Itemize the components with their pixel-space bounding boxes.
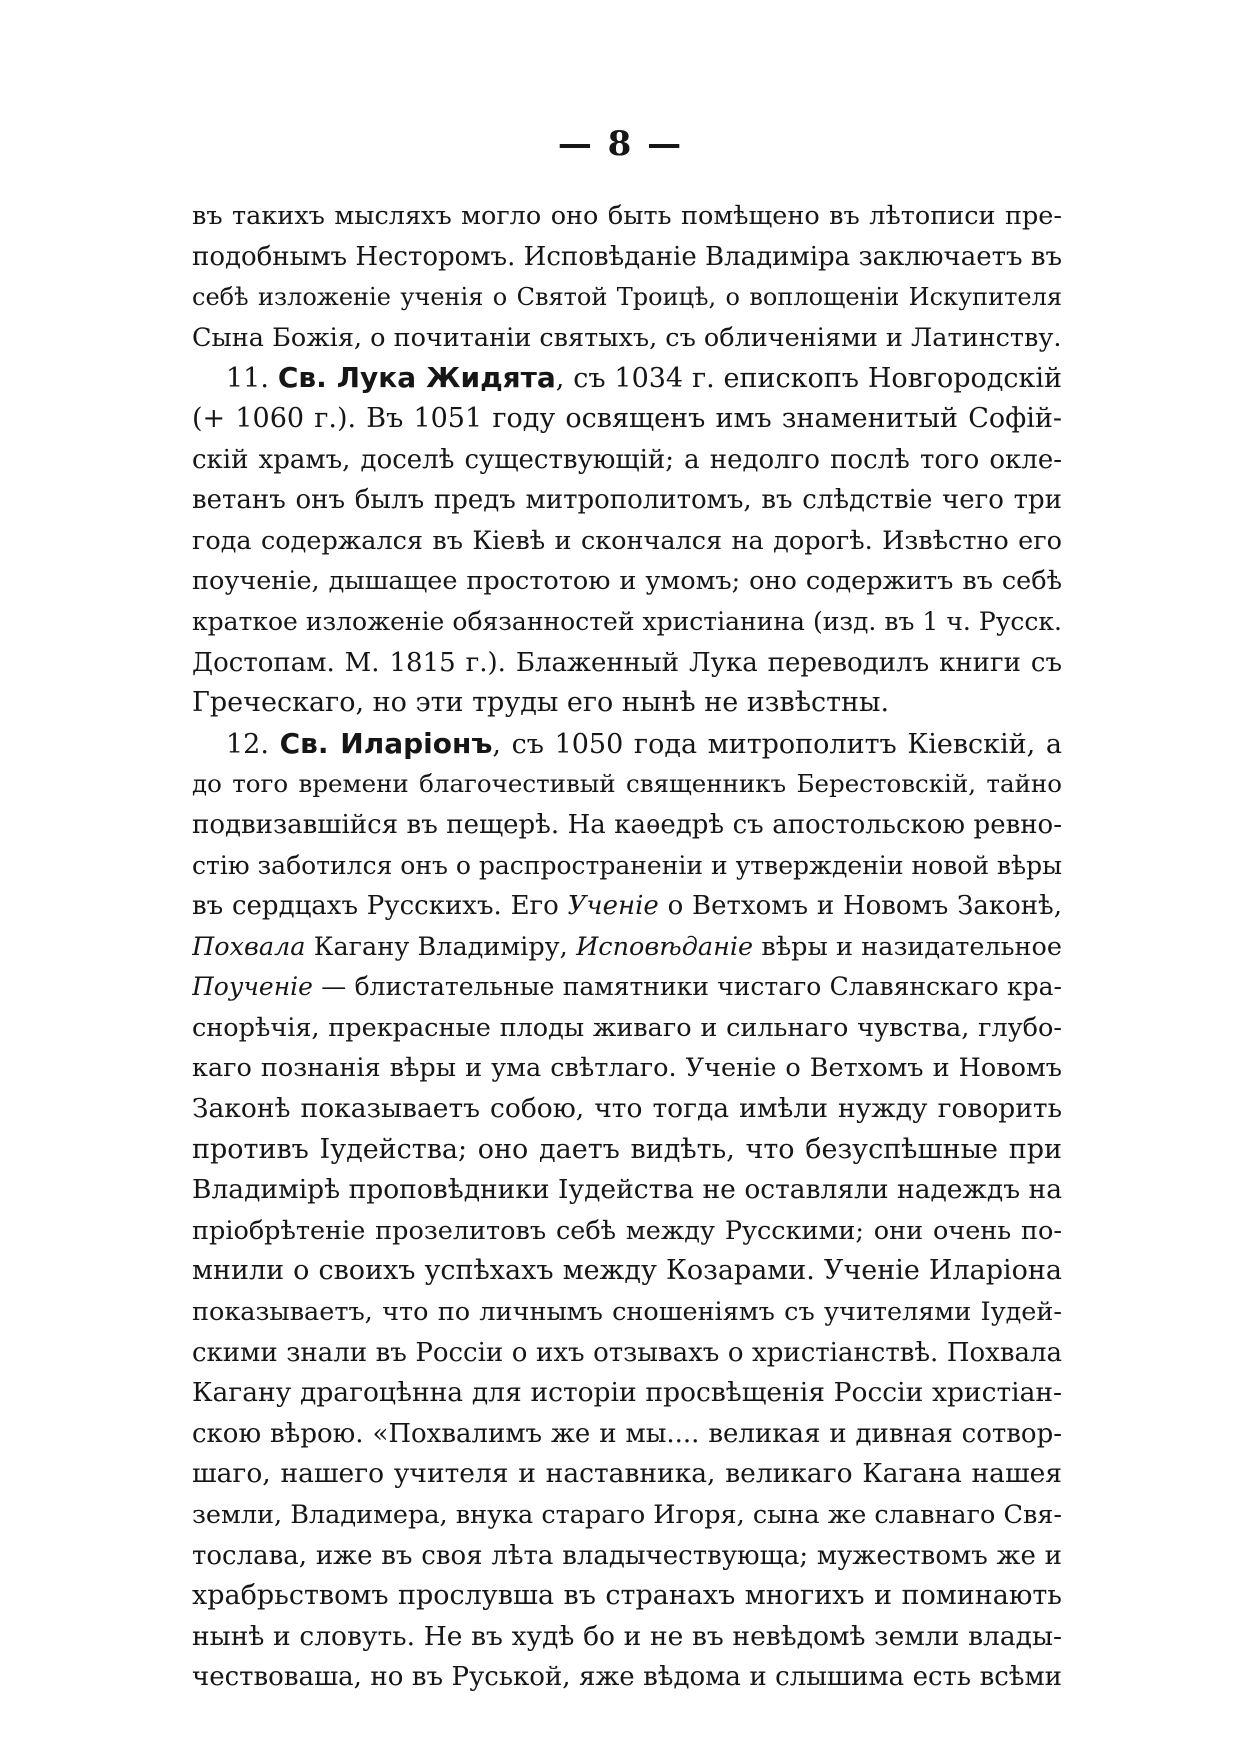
work-title: Ученіе (567, 891, 659, 922)
text-line: ветанъ онъ былъ предъ митрополитомъ, въ слѣдствіе чего три (192, 485, 1062, 516)
text-line (192, 927, 1062, 968)
text-line: нынѣ и словуть. Не въ худѣ бо и не въ невѣдомѣ земли влады- (192, 1620, 1062, 1652)
text-line: Кагану драгоцѣнна для исторіи просвѣщенія Россіи христіан- (192, 1377, 1062, 1409)
body-text (192, 196, 1062, 1698)
text-line: снорѣчія, прекрасные плоды живаго и сильнаго чувства, глубо- (192, 1012, 1062, 1043)
line-text: Кагану Владиміру, (305, 931, 577, 962)
section-number: 12. (226, 728, 280, 760)
text-line: каго познанія вѣры и ума свѣтлаго. Ученіе о Ветхомъ и Новомъ (192, 1053, 1062, 1084)
text-line: года содержался въ Кіевѣ и скончался на дорогѣ. Извѣстно его (192, 525, 1062, 556)
text-line: стію заботился онъ о распространеніи и утвержденіи новой вѣры (192, 850, 1062, 880)
section-number: 11. (226, 363, 278, 395)
section-11-heading-line (192, 358, 1062, 399)
text-line: шаго, нашего учителя и наставника, великаго Кагана нашея (192, 1458, 1062, 1490)
text-line: Достопам. М. 1815 г.). Блаженный Лука переводилъ книги съ (192, 647, 1062, 678)
text-line: скими знали въ Россіи о ихъ отзывахъ о христіанствѣ. Похвала (192, 1337, 1062, 1368)
section-intro: , съ 1050 года митрополитъ Кіевскій, а (492, 728, 1062, 760)
text-line: Законѣ показываетъ собою, что тогда имѣли нужду говорить (192, 1093, 1062, 1125)
section-12-heading-line (192, 724, 1062, 765)
text-line: противъ Іудейства; оно даетъ видѣть, что безуспѣшные при (192, 1133, 1062, 1165)
section-heading: Св. Лука Жидята (277, 361, 556, 395)
text-line: пріобрѣтеніе прозелитовъ себѣ между Русскими; они очень по- (192, 1215, 1062, 1246)
section-heading: Св. Иларіонъ (279, 726, 493, 760)
section-intro: , съ 1034 г. епископъ Новгородскій (555, 363, 1062, 395)
page-number: — 8 — (557, 124, 684, 164)
line-text: — блистательные памятники чистаго Славянскаго кра- (312, 972, 1062, 1002)
text-line: себѣ изложеніе ученія о Святой Троицѣ, о воплощеніи Искупителя (192, 283, 1062, 312)
text-line (192, 886, 1062, 927)
text-line: подобнымъ Несторомъ. Исповѣданіе Владиміра заключаетъ въ (192, 241, 1062, 272)
work-title: Похвала (192, 931, 306, 962)
line-text: о Ветхомъ и Новомъ Законѣ, (658, 891, 1062, 922)
text-line: Сына Божія, о почитаніи святыхъ, съ обличеніями и Латинству. (192, 322, 1062, 353)
text-line: чествоваша, но въ Руськой, яже вѣдома и слышима есть всѣми (192, 1662, 1062, 1693)
text-line: въ такихъ мысляхъ могло оно быть помѣщено въ лѣтописи пре- (192, 201, 1062, 231)
text-line: до того времени благочестивый священникъ Берестовскій, тайно (192, 769, 1062, 799)
text-line: поученіе, дышащее простотою и умомъ; оно содержитъ въ себѣ (192, 566, 1062, 597)
text-line: Владимірѣ проповѣдники Іудейства не оставляли надеждъ на (192, 1174, 1062, 1206)
text-line: (+ 1060 г.). Въ 1051 году освященъ имъ знаменитый Софій- (192, 402, 1062, 434)
text-line: храбрьствомъ прослувша въ странахъ многихъ и поминають (192, 1580, 1062, 1612)
work-title: Поученіе (192, 972, 313, 1002)
text-line: скій храмъ, доселѣ существующій; а недолго послѣ того окле- (192, 444, 1062, 475)
text-line: земли, Владимера, внука стараго Игоря, сына же славнаго Свя- (192, 1500, 1062, 1530)
text-line: краткое изложеніе обязанностей христіанина (изд. въ 1 ч. Русск. (192, 606, 1062, 636)
text-line: мнили о своихъ успѣхахъ между Козарами. Ученіе Иларіона (192, 1255, 1062, 1287)
text-line: тослава, иже въ своя лѣта владычествующа; мужествомъ же и (192, 1540, 1062, 1571)
text-line: подвизавшійся въ пещерѣ. На каѳедрѣ съ апостольскою ревно- (192, 809, 1062, 840)
text-line: Греческаго, но эти труды его нынѣ не извѣстны. (192, 687, 890, 719)
text-line: скою вѣрою. «Похвалимъ же и мы.... великая и дивная сотвор- (192, 1418, 1062, 1449)
line-text: въ сердцахъ Русскихъ. Его (192, 891, 568, 922)
work-title: Исповѣданіе (576, 931, 754, 962)
text-line (192, 967, 1062, 1008)
text-line: показываетъ, что по личнымъ сношеніямъ съ учителями Іудей- (192, 1297, 1062, 1328)
line-text: вѣры и назидательное (753, 931, 1062, 962)
